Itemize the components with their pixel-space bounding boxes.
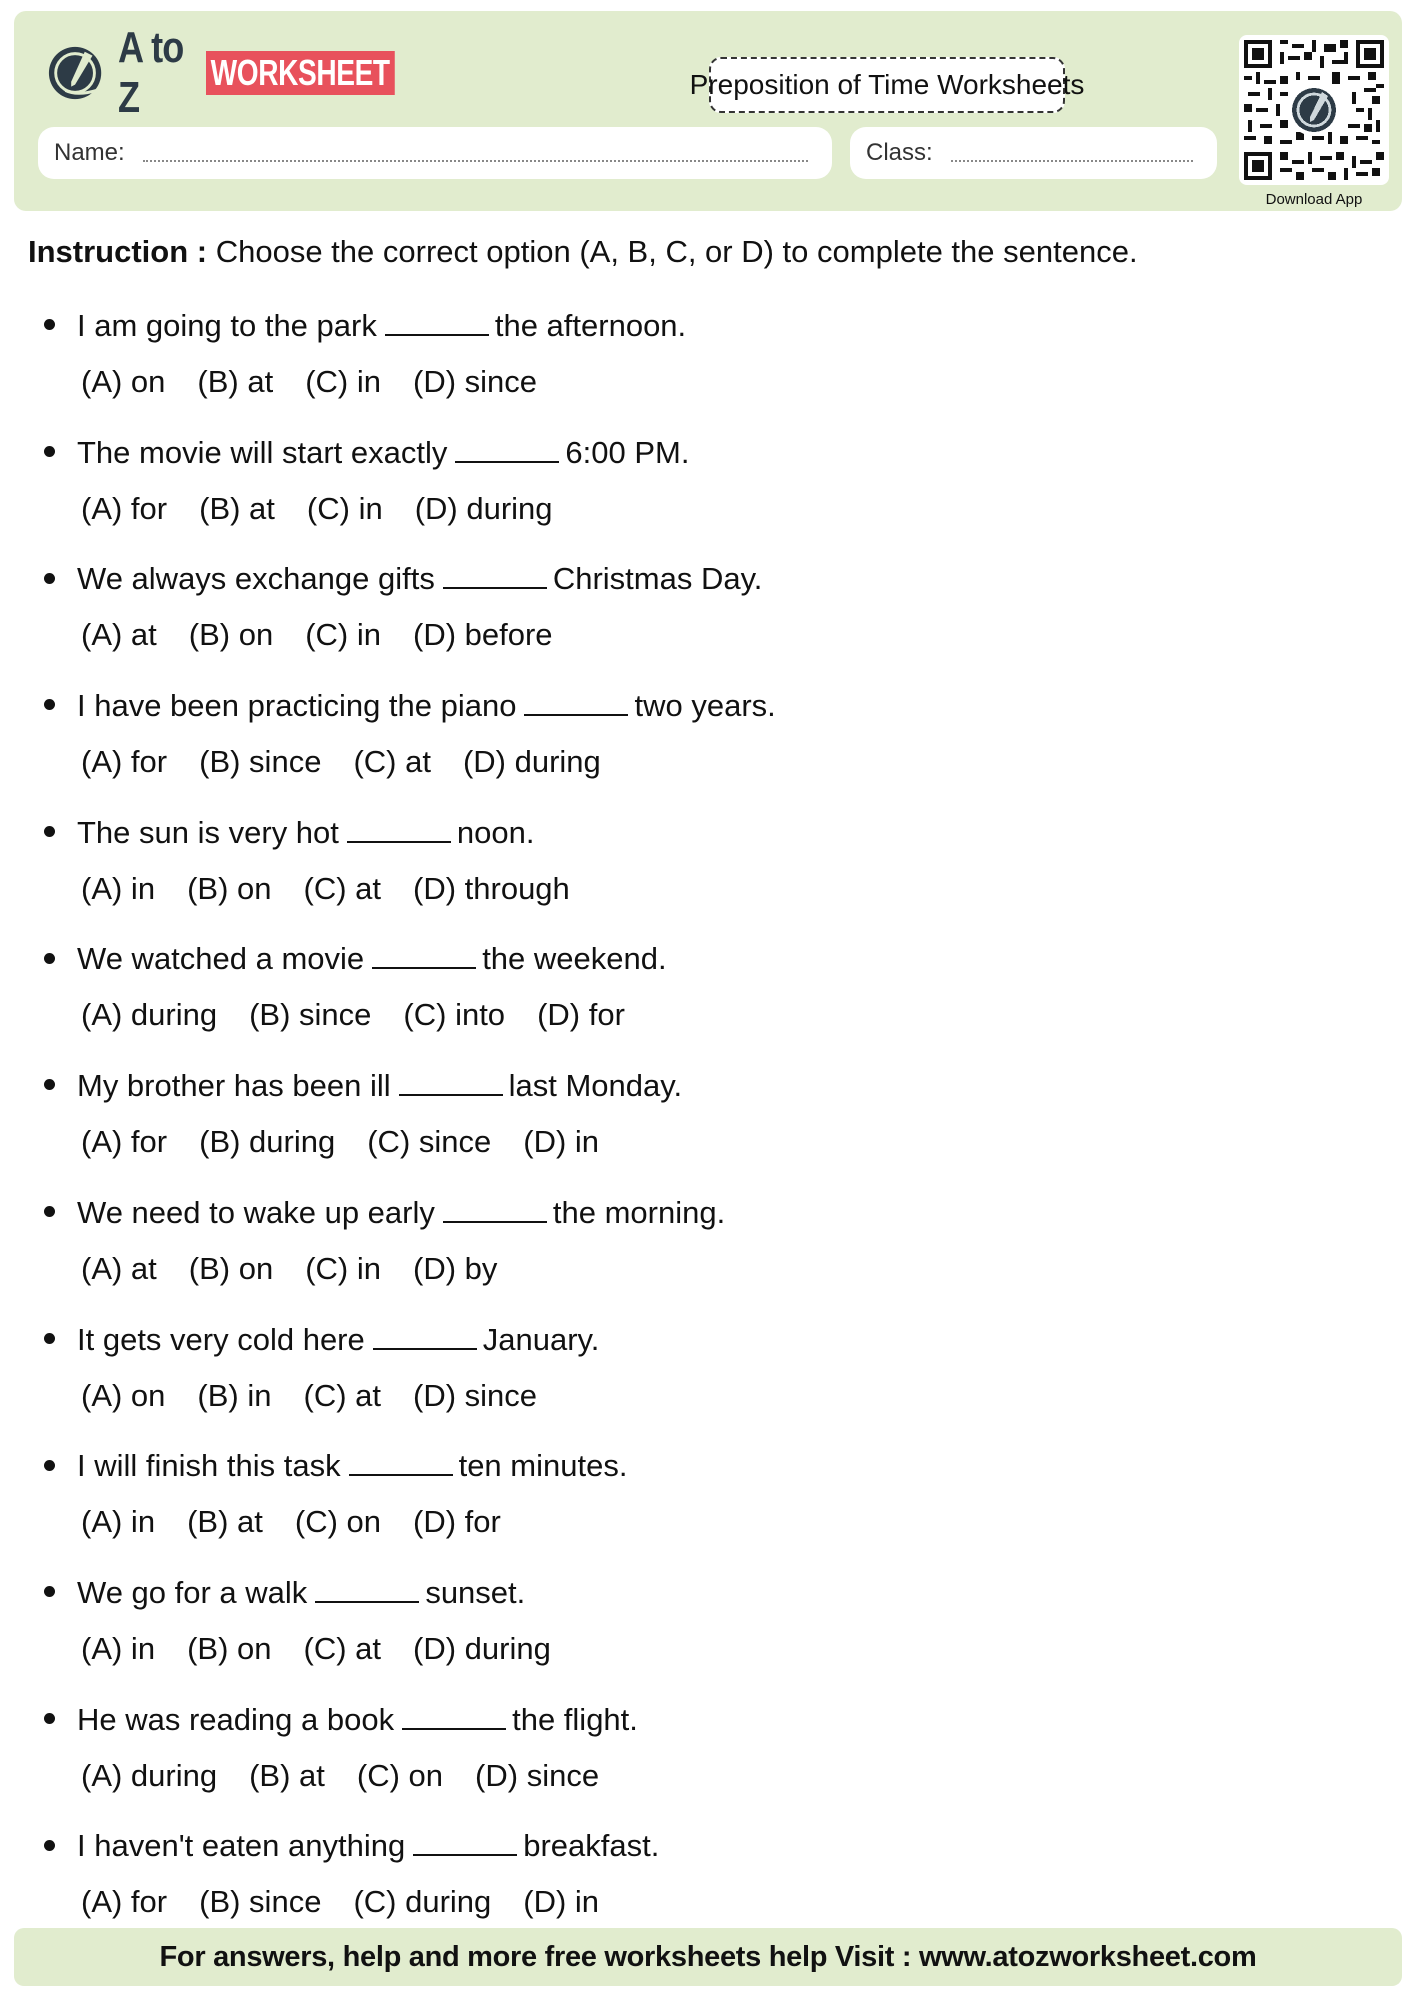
bullet-icon: [44, 826, 55, 837]
qr-code[interactable]: [1239, 35, 1389, 185]
option-b[interactable]: (B) at: [199, 490, 275, 526]
option-d[interactable]: (D) in: [523, 1884, 600, 1920]
answer-blank[interactable]: [315, 1575, 419, 1603]
question-text-after: breakfast.: [523, 1828, 660, 1864]
instruction-label: Instruction :: [28, 234, 208, 269]
option-d[interactable]: (D) before: [413, 617, 553, 653]
question-text-before: We watched a movie: [77, 941, 365, 977]
option-d[interactable]: (D) during: [462, 744, 601, 780]
question-text-after: January.: [482, 1321, 600, 1357]
option-b[interactable]: (B) during: [199, 1124, 336, 1160]
option-d[interactable]: (D) since: [413, 364, 538, 399]
question-item: [44, 1193, 1344, 1320]
option-b[interactable]: (B) on: [187, 870, 272, 906]
bullet-icon: [44, 1460, 55, 1471]
question-text-before: We go for a walk: [77, 1574, 308, 1610]
options-row: [81, 1376, 569, 1416]
name-label: Name:: [54, 139, 125, 166]
answer-blank[interactable]: [347, 815, 451, 843]
option-b[interactable]: (B) since: [199, 1884, 322, 1920]
option-c[interactable]: (C) in: [305, 1250, 381, 1286]
option-d[interactable]: (D) during: [413, 1630, 551, 1666]
question-item: [44, 813, 1344, 940]
answer-blank[interactable]: [443, 561, 547, 589]
class-dotted-line: [951, 144, 1193, 162]
option-d[interactable]: (D) since: [413, 1377, 538, 1413]
question-item: [44, 1320, 1344, 1447]
option-a[interactable]: (A) during: [81, 1757, 218, 1793]
option-d[interactable]: (D) during: [414, 490, 553, 526]
pen-logo-icon: [46, 42, 108, 104]
options-row: [81, 1629, 583, 1669]
question-text-before: I will finish this task: [77, 1448, 341, 1484]
answer-blank[interactable]: [402, 1702, 506, 1730]
option-a[interactable]: (A) for: [81, 490, 168, 526]
option-c[interactable]: (C) at: [303, 1377, 381, 1413]
option-a[interactable]: (A) on: [81, 364, 166, 399]
option-a[interactable]: (A) for: [81, 744, 168, 780]
option-a[interactable]: (A) for: [81, 1124, 168, 1160]
question-text-before: He was reading a book: [77, 1701, 395, 1737]
option-c[interactable]: (C) on: [356, 1757, 444, 1793]
question-text-before: We always exchange gifts: [77, 561, 435, 597]
name-dotted-line: [143, 144, 808, 162]
options-row: [81, 489, 585, 529]
answer-blank[interactable]: [399, 1068, 503, 1096]
question-item: [44, 306, 1344, 433]
option-b[interactable]: (B) on: [188, 617, 274, 653]
worksheet-title: Preposition of Time Worksheets: [709, 57, 1065, 113]
question-item: [44, 1573, 1344, 1700]
question-text-after: sunset.: [425, 1574, 526, 1610]
question-text-after: last Monday.: [508, 1068, 683, 1104]
question-item: [44, 686, 1344, 813]
question-item: [44, 1066, 1344, 1193]
answer-blank[interactable]: [455, 435, 559, 463]
answer-blank[interactable]: [413, 1828, 517, 1856]
option-a[interactable]: (A) during: [81, 997, 218, 1033]
answer-blank[interactable]: [372, 941, 476, 969]
option-d[interactable]: (D) for: [537, 997, 625, 1033]
bullet-icon: [44, 319, 55, 330]
options-row: [81, 1122, 631, 1162]
option-d[interactable]: (D) for: [413, 1504, 501, 1540]
option-c[interactable]: (C) on: [294, 1504, 382, 1540]
option-b[interactable]: (B) since: [249, 997, 372, 1033]
bullet-icon: [44, 1206, 55, 1217]
option-a[interactable]: (A) in: [81, 870, 156, 906]
answer-blank[interactable]: [385, 308, 489, 336]
instruction: [28, 234, 1138, 270]
brand-logo: [46, 23, 448, 122]
bullet-icon: [44, 573, 55, 584]
question-text-after: Christmas Day.: [552, 561, 763, 597]
options-row: [81, 1502, 533, 1542]
class-field[interactable]: [850, 127, 1217, 179]
option-b[interactable]: (B) since: [199, 744, 322, 780]
question-item: [44, 559, 1344, 686]
option-c[interactable]: (C) at: [353, 744, 431, 780]
options-row: [81, 1756, 631, 1796]
answer-blank[interactable]: [524, 688, 628, 716]
options-row: [81, 869, 602, 909]
question-text-before: It gets very cold here: [77, 1321, 365, 1357]
answer-blank[interactable]: [349, 1448, 453, 1476]
question-text-before: The movie will start exactly: [77, 434, 448, 470]
question-text-before: I am going to the park: [77, 308, 377, 343]
class-label: Class:: [866, 139, 933, 166]
option-c[interactable]: (C) in: [305, 364, 381, 399]
option-d[interactable]: (D) in: [523, 1124, 600, 1160]
option-c[interactable]: (C) into: [403, 997, 506, 1033]
option-b[interactable]: (B) in: [197, 1377, 272, 1413]
bullet-icon: [44, 1333, 55, 1344]
option-a[interactable]: (A) for: [81, 1884, 168, 1920]
option-c[interactable]: (C) in: [306, 490, 383, 526]
option-a[interactable]: (A) at: [81, 617, 157, 653]
question-item: [44, 939, 1344, 1066]
logo-text: A to Z: [118, 23, 184, 122]
bullet-icon: [44, 699, 55, 710]
options-row: [81, 742, 633, 782]
option-a[interactable]: (A) in: [81, 1504, 156, 1540]
option-b[interactable]: (B) at: [187, 1504, 263, 1540]
bullet-icon: [44, 1840, 55, 1851]
option-c[interactable]: (C) during: [353, 1884, 492, 1920]
answer-blank[interactable]: [443, 1195, 547, 1223]
option-b[interactable]: (B) at: [249, 1757, 325, 1793]
question-text-after: the weekend.: [482, 941, 667, 977]
footer-text[interactable]: For answers, help and more free worksheets help Visit : www.atozworksheet.com: [159, 1940, 1257, 1973]
question-text-after: the morning.: [552, 1194, 726, 1230]
question-text-after: 6:00 PM.: [565, 434, 690, 470]
bullet-icon: [44, 446, 55, 457]
question-item: [44, 1700, 1344, 1827]
option-a[interactable]: (A) at: [81, 1250, 157, 1286]
question-text-before: We need to wake up early: [77, 1194, 435, 1230]
name-field[interactable]: [38, 127, 832, 179]
option-d[interactable]: (D) by: [413, 1250, 498, 1286]
answer-blank[interactable]: [373, 1322, 477, 1350]
option-d[interactable]: (D) through: [413, 870, 570, 906]
option-c[interactable]: (C) at: [303, 1630, 381, 1666]
question-text-before: I have been practicing the piano: [77, 688, 517, 724]
question-text-after: the afternoon.: [494, 308, 687, 343]
logo-badge: WORKSHEET: [206, 51, 394, 95]
worksheet-header: [14, 11, 1402, 211]
option-c[interactable]: (C) at: [303, 870, 381, 906]
option-a[interactable]: (A) in: [81, 1630, 156, 1666]
option-b[interactable]: (B) on: [187, 1630, 272, 1666]
footer-banner: [14, 1928, 1402, 1986]
question-text-before: My brother has been ill: [77, 1068, 391, 1104]
option-d[interactable]: (D) since: [475, 1757, 600, 1793]
options-row: [81, 995, 657, 1035]
option-b[interactable]: (B) on: [188, 1250, 274, 1286]
question-list: [44, 306, 1344, 1953]
question-text-before: I haven't eaten anything: [77, 1828, 406, 1864]
question-text-after: ten minutes.: [458, 1448, 628, 1484]
option-c[interactable]: (C) in: [305, 617, 381, 653]
option-a[interactable]: (A) on: [81, 1377, 166, 1413]
question-item: [44, 1446, 1344, 1573]
question-text-after: two years.: [634, 688, 776, 724]
instruction-text: Choose the correct option (A, B, C, or D) to complete the sentence.: [207, 234, 1138, 269]
options-row: [81, 615, 585, 655]
download-app-caption: Download App: [1265, 191, 1363, 208]
question-text-before: The sun is very hot: [77, 814, 339, 850]
question-item: [44, 433, 1344, 560]
bullet-icon: [44, 953, 55, 964]
options-row: [81, 362, 569, 402]
bullet-icon: [44, 1586, 55, 1597]
question-text-after: the flight.: [512, 1701, 638, 1737]
bullet-icon: [44, 1713, 55, 1724]
qr-code-icon: [1244, 40, 1384, 180]
options-row: [81, 1249, 529, 1289]
bullet-icon: [44, 1079, 55, 1090]
option-c[interactable]: (C) since: [367, 1124, 492, 1160]
options-row: [81, 1882, 631, 1922]
option-b[interactable]: (B) at: [197, 364, 274, 399]
question-text-after: noon.: [456, 814, 535, 850]
